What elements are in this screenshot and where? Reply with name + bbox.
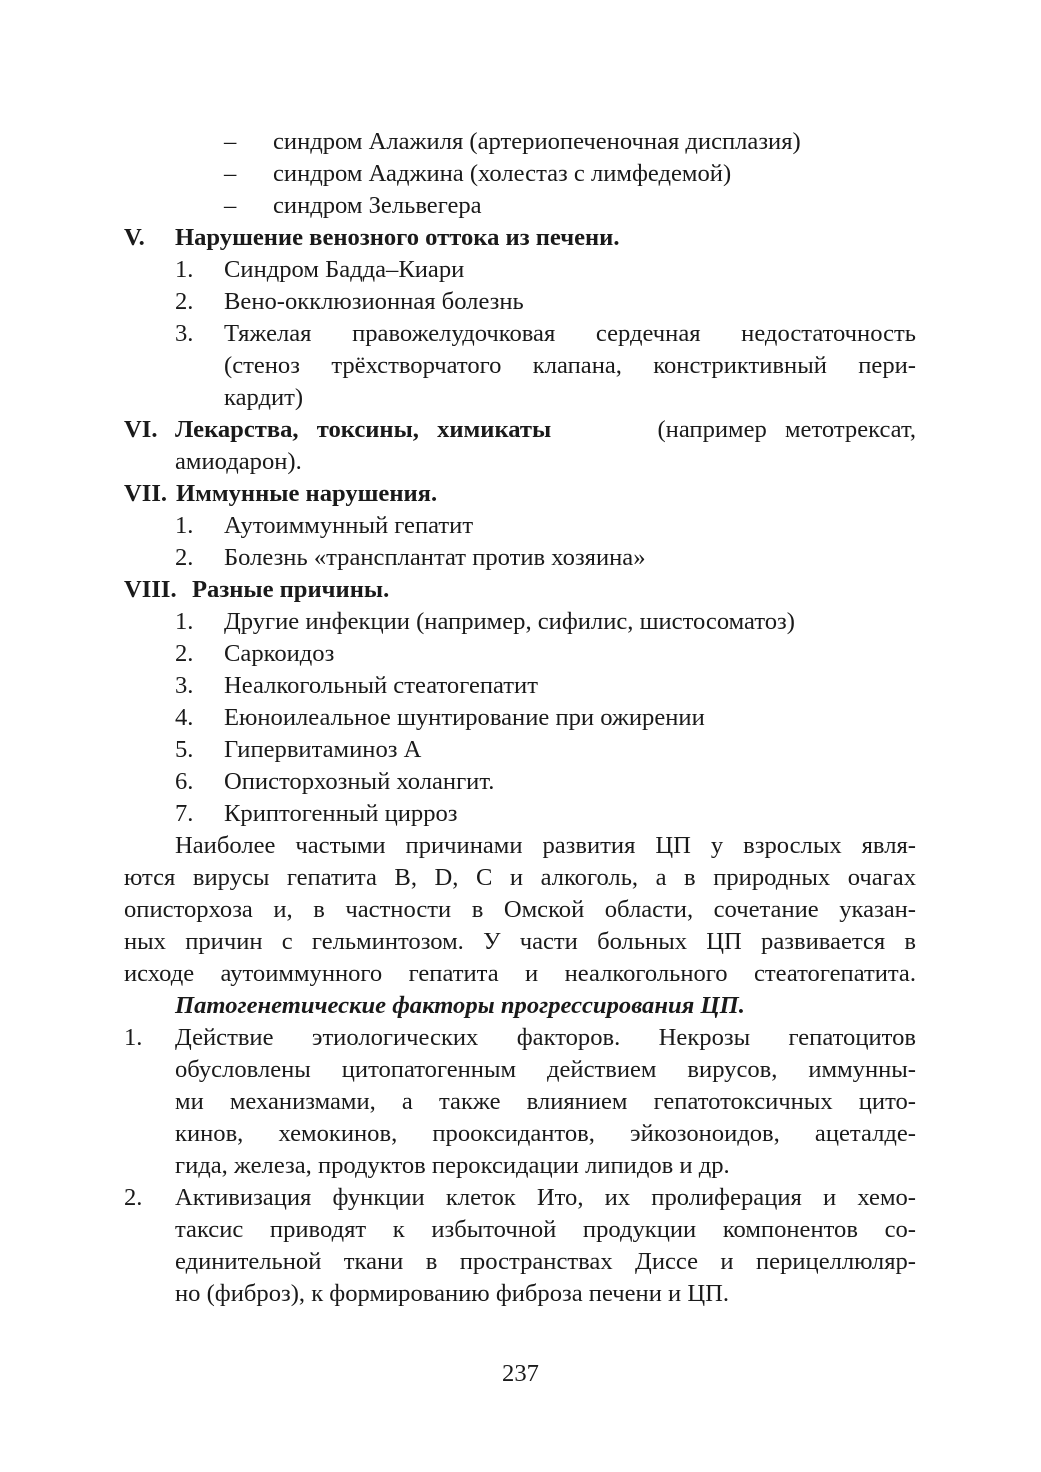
list-item-text: Болезнь «трансплантат против хозяина»: [224, 544, 646, 571]
list-item-text: Другие инфекции (например, сифилис, шистосоматоз): [224, 608, 795, 635]
section-heading: Лекарства, токсины, химикаты: [175, 416, 552, 443]
list-item-line: кардит): [224, 384, 304, 411]
dash-item-text: синдром Ааджина (холестаз с лимфедемой): [273, 160, 732, 187]
list-number: 7.: [175, 800, 194, 827]
list-item-text: Синдром Бадда–Киари: [224, 256, 465, 283]
dash-item-text: синдром Алажиля (артериопеченочная дисплазия): [273, 128, 801, 155]
list-number: 2.: [175, 544, 194, 571]
list-item-text: Вено-окклюзионная болезнь: [224, 288, 524, 315]
paragraph-line: ются вирусы гепатита В, D, С и алкоголь, а в природных очагах: [124, 864, 916, 891]
paragraph-line: Наиболее частыми причинами развития ЦП у взрослых явля-: [175, 832, 916, 859]
paragraph-line: описторхоза и, в частности в Омской области, сочетание указан-: [124, 896, 916, 923]
list-number: 1.: [175, 256, 194, 283]
section-heading: Нарушение венозного оттока из печени.: [175, 224, 620, 251]
list-item-line: ми механизмами, а также влиянием гепатотоксичных цито-: [175, 1088, 916, 1115]
list-item-text: Гипервитаминоз А: [224, 736, 422, 763]
dash-marker: –: [224, 192, 237, 219]
list-number: 5.: [175, 736, 194, 763]
list-item-text: Саркоидоз: [224, 640, 335, 667]
list-number: 1.: [175, 608, 194, 635]
dash-marker: –: [224, 160, 237, 187]
section-numeral: VII.: [124, 480, 168, 507]
list-item-line: Действие этиологических факторов. Некрозы гепатоцитов: [175, 1024, 916, 1051]
list-item-line: но (фиброз), к формированию фиброза печени и ЦП.: [175, 1280, 730, 1307]
section-heading-rest: (например метотрексат,: [657, 416, 916, 443]
list-number: 3.: [175, 672, 194, 699]
list-number: 6.: [175, 768, 194, 795]
section-continuation: амиодарон).: [175, 448, 302, 475]
list-item-line: Активизация функции клеток Ито, их пролиферация и хемо-: [175, 1184, 916, 1211]
dash-item-text: синдром Зельвегера: [273, 192, 482, 219]
section-heading: Разные причины.: [192, 576, 390, 603]
list-item-line: обусловлены цитопатогенным действием вирусов, иммунны-: [175, 1056, 916, 1083]
paragraph-line: ных причин с гельминтозом. У части больных ЦП развивается в: [124, 928, 916, 955]
list-item-text: Неалкогольный стеатогепатит: [224, 672, 538, 699]
section-heading: Иммунные нарушения.: [176, 480, 438, 507]
list-number: 3.: [175, 320, 194, 347]
list-number: 1.: [124, 1024, 143, 1051]
list-item-text: Аутоиммунный гепатит: [224, 512, 474, 539]
list-item-text: Еюноилеальное шунтирование при ожирении: [224, 704, 705, 731]
subsection-heading: Патогенетические факторы прогрессирования ЦП.: [175, 992, 745, 1019]
list-item-text: Криптогенный цирроз: [224, 800, 458, 827]
list-item-line: кинов, хемокинов, прооксидантов, эйкозоноидов, ацеталде-: [175, 1120, 916, 1147]
list-number: 2.: [175, 288, 194, 315]
dash-marker: –: [224, 128, 237, 155]
paragraph-line: исходе аутоиммунного гепатита и неалкогольного стеатогепатита.: [124, 960, 916, 987]
list-number: 4.: [175, 704, 194, 731]
section-numeral: V.: [124, 224, 145, 251]
list-item-line: таксис приводят к избыточной продукции компонентов со-: [175, 1216, 916, 1243]
list-number: 1.: [175, 512, 194, 539]
list-item-line: единительной ткани в пространствах Диссе и перицеллюляр-: [175, 1248, 916, 1275]
section-numeral: VIII.: [124, 576, 177, 603]
list-item-line: (стеноз трёхстворчатого клапана, констриктивный пери-: [224, 352, 916, 379]
list-item-line: гида, железа, продуктов пероксидации липидов и др.: [175, 1152, 730, 1179]
list-item-line: Тяжелая правожелудочковая сердечная недостаточность: [224, 320, 916, 347]
list-item-text: Описторхозный холангит.: [224, 768, 495, 795]
page-number: 237: [502, 1360, 539, 1387]
section-numeral: VI.: [124, 416, 158, 443]
list-number: 2.: [175, 640, 194, 667]
list-number: 2.: [124, 1184, 143, 1211]
